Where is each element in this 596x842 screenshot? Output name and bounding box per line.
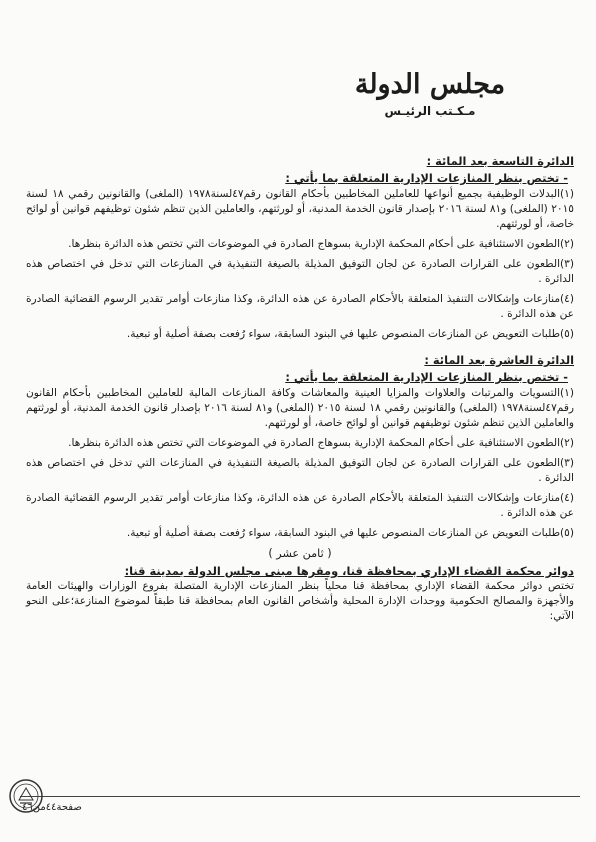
letterhead-subtitle: مـكـتب الرئيـس bbox=[384, 104, 476, 118]
document-body bbox=[26, 154, 574, 624]
letterhead bbox=[330, 68, 530, 118]
letterhead-title: مجلس الدولة bbox=[354, 69, 506, 100]
state-council-seal-icon bbox=[8, 778, 44, 814]
section9-item-2: (٢)الطعون الاستئنافية على أحكام المحكمة الإدارية بسوهاج الصادرة في الموضوعات التي تختص هذه الدائرة بنظرها. bbox=[68, 238, 574, 250]
section10-item-5: (٥)طلبات التعويض عن المنازعات المنصوص عليها في البنود السابقة، سواء رُفعت بصفة أصلية أو تبعية. bbox=[126, 527, 574, 539]
section9-item-4: (٤)منازعات وإشكالات التنفيذ المتعلقة بالأحكام الصادرة عن هذه الدائرة، وكذا منازعات أوامر تقدير الرسوم القضائية الصادرة عن هذه الدائرة . bbox=[26, 293, 574, 320]
section10-item-4: (٤)منازعات وإشكالات التنفيذ المتعلقة بالأحكام الصادرة عن هذه الدائرة، وكذا منازعات أوامر تقدير الرسوم القضائية الصادرة عن هذه الدائرة . bbox=[26, 492, 574, 519]
section10-subheading: - تختص بنظر المنازعات الإدارية المتعلقة بما يأتي : bbox=[285, 370, 568, 384]
section9-heading: الدائرة التاسعة بعد المائة : bbox=[426, 154, 574, 168]
section-eighteen-title: ( ثامن عشر ) bbox=[268, 547, 332, 560]
section10-item-1: (١)التسويات والمرتبات والعلاوات والمزايا العينية والمعاشات وكافة المنازعات المالية للعاملين المخاطبين بأحكام القانون رقم٤٧لسنة١٩٧٨ (الملغى) والقانونين رقمي ١٨ لسنة ٢٠١٥ (الملغى) و٨١ لسنة ٢٠١٦ بإصدار قانون الخدمة المدنية، أو لورثتهم والعاملين الذين تنظم شئون توظيفهم قوانين أو لوائح خاصة، أو لورثتهم. bbox=[26, 387, 574, 429]
section-eighteen-heading: دوائر محكمة القضاء الإداري بمحافظة قنا، ومقرها مبنى مجلس الدولة بمدينة قنا: bbox=[124, 564, 574, 578]
section9-subheading: - تختص بنظر المنازعات الإدارية المتعلقة بما يأتي : bbox=[285, 171, 568, 185]
footer-divider bbox=[20, 796, 580, 797]
page-number: صفحة٤٤من٤٦ bbox=[22, 802, 82, 813]
section10-heading: الدائرة العاشرة بعد المائة : bbox=[424, 353, 574, 367]
section9-item-1: (١)البدلات الوظيفية بجميع أنواعها للعاملين المخاطبين بأحكام القانون رقم٤٧لسنة١٩٧٨ (الملغى) والقانونين رقمي ١٨ لسنة ٢٠١٥ (الملغى) و٨١ لسنة ٢٠١٦ بإصدار قانون الخدمة المدنية، أو لورثتهم، والعاملين الذين تنظم شئون توظيفهم قوانين أو لوائح خاصة، أو لورثتهم. bbox=[26, 188, 574, 230]
section-eighteen-paragraph: تختص دوائر محكمة القضاء الإداري بمحافظة قنا محلياً بنظر المنازعات الإدارية المتصلة بفروع الوزارات والهيئات العامة والأجهزة والمصالح الحكومية ووحدات الإدارة المحلية وأشخاص القانون العام بمحافظة قنا طبقاً لموضوع المنازعة؛على النحو الآتي: bbox=[26, 580, 574, 622]
section9-item-3: (٣)الطعون على القرارات الصادرة عن لجان التوفيق المذيلة بالصيغة التنفيذية في المنازعات التي تدخل في اختصاص هذه الدائرة . bbox=[26, 258, 574, 285]
section9-item-5: (٥)طلبات التعويض عن المنازعات المنصوص عليها في البنود السابقة، سواء رُفعت بصفة أصلية أو تبعية. bbox=[126, 328, 574, 340]
section10-item-3: (٣)الطعون على القرارات الصادرة عن لجان التوفيق المذيلة بالصيغة التنفيذية في المنازعات التي تدخل في اختصاص هذه الدائرة . bbox=[26, 457, 574, 484]
section10-item-2: (٢)الطعون الاستئنافية على أحكام المحكمة الإدارية بسوهاج الصادرة في الموضوعات التي تختص هذه الدائرة بنظرها. bbox=[68, 437, 574, 449]
